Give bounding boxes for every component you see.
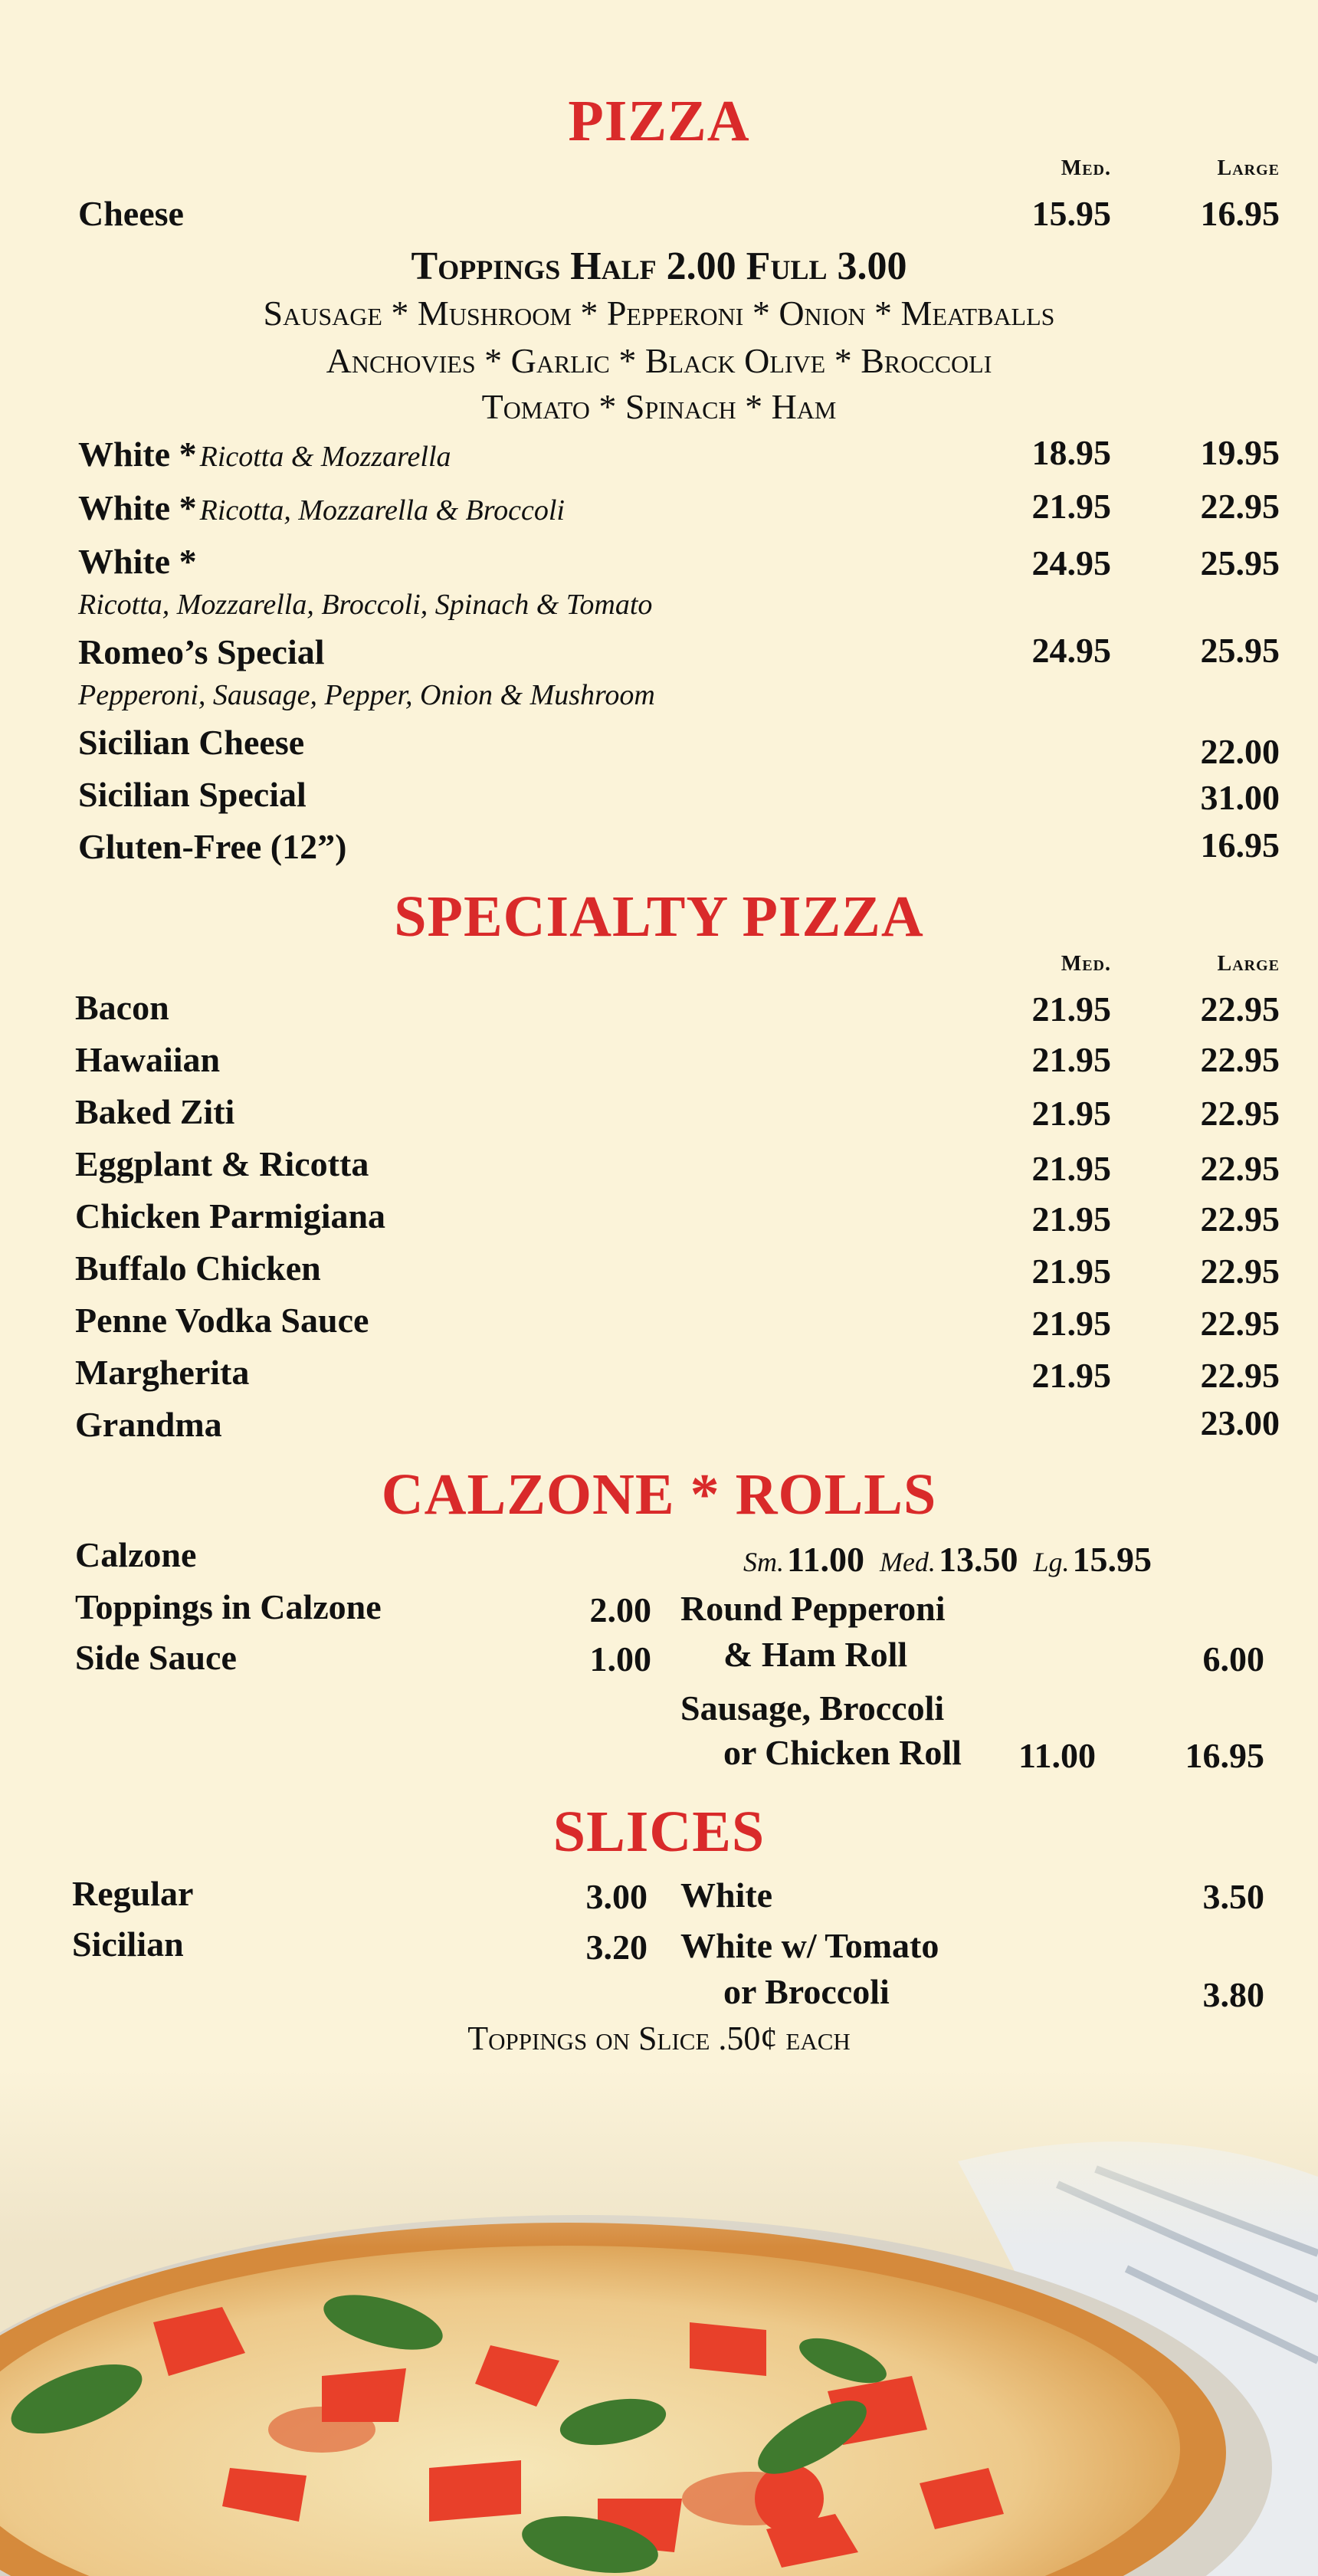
item-name: Margherita xyxy=(75,1353,250,1392)
item-price-med: 21.95 xyxy=(1031,989,1111,1029)
pizza-illustration xyxy=(0,2069,1318,2576)
item-price-large: 22.95 xyxy=(1200,1149,1280,1188)
item-price-med: 21.95 xyxy=(1031,1252,1111,1291)
calzone-section-title: CALZONE * ROLLS xyxy=(381,1462,937,1527)
item-name: Eggplant & Ricotta xyxy=(75,1144,369,1183)
item-name: Round Pepperoni xyxy=(680,1589,946,1628)
item-price-med: 24.95 xyxy=(1031,631,1111,670)
item-price-large: 22.95 xyxy=(1200,1040,1280,1079)
item-price-med: 21.95 xyxy=(1031,1304,1111,1343)
pizza-med-header: Med. xyxy=(1061,156,1111,180)
item-price-med: 21.95 xyxy=(1031,1149,1111,1188)
item-price-med: 24.95 xyxy=(1031,543,1111,582)
item-price-large: 22.95 xyxy=(1200,1304,1280,1343)
item-name: Side Sauce xyxy=(75,1638,237,1677)
pizza-photo xyxy=(0,2069,1318,2576)
item-price-large: 31.00 xyxy=(1200,778,1280,817)
item-price-med: 18.95 xyxy=(1031,433,1111,472)
pizza-large-header: Large xyxy=(1217,156,1280,180)
item-name: Romeo’s Special xyxy=(78,632,325,671)
item-description: Ricotta & Mozzarella xyxy=(199,441,451,473)
item-name: & Ham Roll xyxy=(723,1635,908,1674)
toppings-list-line: Tomato * Spinach * Ham xyxy=(481,387,837,426)
item-name: Chicken Parmigiana xyxy=(75,1196,386,1235)
item-name: or Chicken Roll xyxy=(723,1733,962,1772)
item-name: Sicilian xyxy=(72,1925,184,1964)
specialty-large-header: Large xyxy=(1217,952,1280,976)
item-name: Penne Vodka Sauce xyxy=(75,1301,369,1340)
item-name: Hawaiian xyxy=(75,1040,221,1079)
item-price-large: 25.95 xyxy=(1200,543,1280,582)
calzone-sizes xyxy=(743,1542,1152,1578)
toppings-price-line: Toppings Half 2.00 Full 3.00 xyxy=(411,244,907,288)
item-price-large: 22.95 xyxy=(1200,1199,1280,1239)
item-name: Baked Ziti xyxy=(75,1092,235,1131)
item-price: 13.50 xyxy=(938,1540,1018,1579)
item-name: White * xyxy=(78,435,197,474)
item-price: 16.95 xyxy=(1185,1736,1264,1775)
item-name: Cheese xyxy=(78,194,184,233)
item-description: Ricotta, Mozzarella & Broccoli xyxy=(199,494,565,527)
item-name: Calzone xyxy=(75,1535,197,1574)
item-price-large: 22.95 xyxy=(1200,1252,1280,1291)
item-name: White * xyxy=(78,488,197,527)
item-description: Pepperoni, Sausage, Pepper, Onion & Mushroom xyxy=(78,679,655,711)
menu-item xyxy=(78,488,565,527)
item-name: White xyxy=(680,1875,773,1915)
item-price-large: 23.00 xyxy=(1200,1403,1280,1442)
item-name: Bacon xyxy=(75,988,169,1027)
item-price-med: 21.95 xyxy=(1031,1094,1111,1133)
item-description: Ricotta, Mozzarella, Broccoli, Spinach & Tomato xyxy=(78,589,653,621)
item-price-med: 21.95 xyxy=(1031,1356,1111,1395)
item-price-large: 16.95 xyxy=(1200,194,1280,233)
item-name: White * xyxy=(78,542,197,581)
item-price: 11.00 xyxy=(1018,1736,1096,1775)
item-price-large: 22.95 xyxy=(1200,989,1280,1029)
item-price: 3.50 xyxy=(1202,1877,1264,1916)
item-price-large: 25.95 xyxy=(1200,631,1280,670)
item-price: 3.80 xyxy=(1202,1975,1264,2014)
item-price-med: 15.95 xyxy=(1031,194,1111,233)
size-label: Med. xyxy=(879,1547,936,1577)
item-name: Buffalo Chicken xyxy=(75,1249,321,1288)
item-price-med: 21.95 xyxy=(1031,1040,1111,1079)
toppings-list-line: Anchovies * Garlic * Black Olive * Broccoli xyxy=(326,341,992,380)
item-price: 15.95 xyxy=(1072,1540,1152,1579)
item-price: 1.00 xyxy=(589,1639,651,1679)
item-name: Sausage, Broccoli xyxy=(680,1688,945,1728)
item-price-med: 21.95 xyxy=(1031,1199,1111,1239)
item-price: 2.00 xyxy=(589,1590,651,1629)
size-label: Sm. xyxy=(743,1547,784,1577)
toppings-list-line: Sausage * Mushroom * Pepperoni * Onion * Meatballs xyxy=(263,294,1055,333)
item-price: 11.00 xyxy=(787,1540,864,1579)
item-price-large: 22.95 xyxy=(1200,1356,1280,1395)
pizza-section-title: PIZZA xyxy=(568,89,750,153)
item-price-med: 21.95 xyxy=(1031,487,1111,526)
item-name: Sicilian Special xyxy=(78,775,307,814)
item-price-large: 22.95 xyxy=(1200,1094,1280,1133)
item-name: Grandma xyxy=(75,1405,222,1444)
item-price: 3.20 xyxy=(585,1928,648,1967)
size-label: Lg. xyxy=(1033,1547,1070,1577)
specialty-section-title: SPECIALTY PIZZA xyxy=(394,884,924,949)
item-name: Toppings in Calzone xyxy=(75,1587,382,1626)
item-name: White w/ Tomato xyxy=(680,1926,939,1965)
item-price-large: 22.95 xyxy=(1200,487,1280,526)
item-name: or Broccoli xyxy=(723,1972,890,2011)
item-price: 6.00 xyxy=(1202,1639,1264,1679)
slice-toppings-note: Toppings on Slice .50¢ each xyxy=(467,2020,851,2057)
item-price-large: 22.00 xyxy=(1200,732,1280,771)
item-name: Regular xyxy=(72,1874,194,1913)
item-price: 3.00 xyxy=(585,1877,648,1916)
item-price-large: 16.95 xyxy=(1200,825,1280,865)
item-name: Gluten-Free (12”) xyxy=(78,827,347,866)
slices-section-title: SLICES xyxy=(552,1800,766,1864)
item-price-large: 19.95 xyxy=(1200,433,1280,472)
specialty-med-header: Med. xyxy=(1061,952,1111,976)
item-name: Sicilian Cheese xyxy=(78,723,305,762)
menu-item xyxy=(78,437,451,472)
